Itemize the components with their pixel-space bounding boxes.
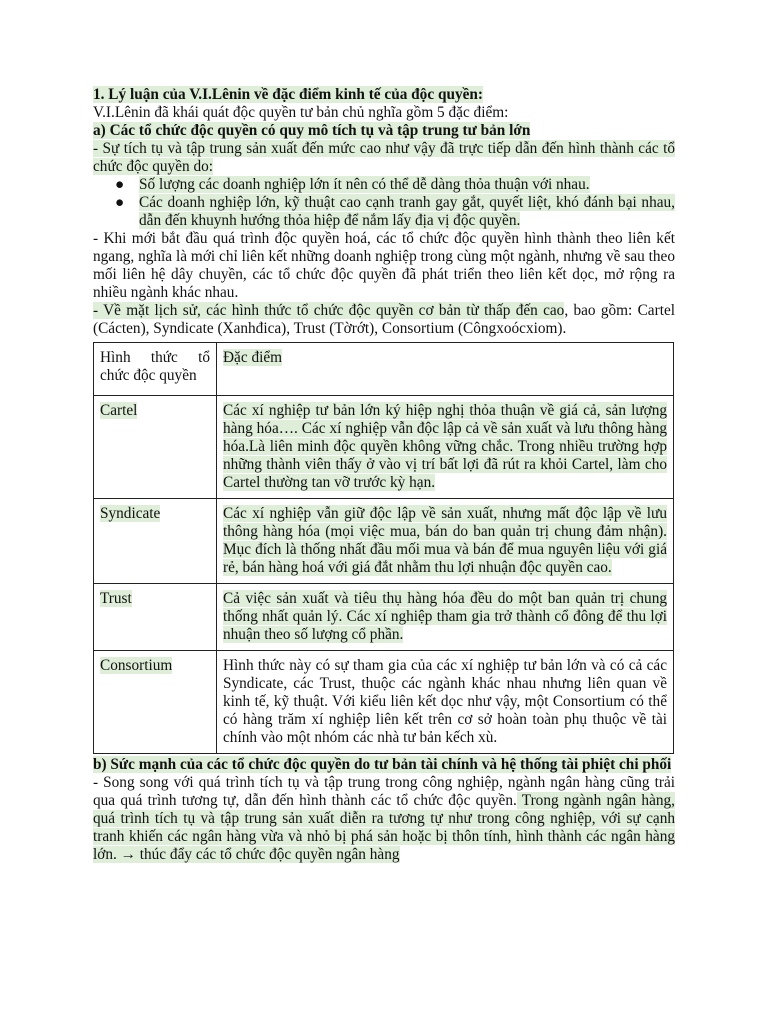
- row-name-cell: [94, 651, 217, 754]
- row-name-cell: [94, 499, 217, 584]
- heading-1: [93, 86, 675, 104]
- section-b-title-text: b) Sức mạnh của các tổ chức độc quyền do tư bản tài chính và hệ thống tài phiệt chi phối: [93, 756, 672, 773]
- paragraph-a2: - Khi mới bắt đầu quá trình độc quyền hoá, các tổ chức độc quyền hình thành theo liên kết ngang, nghĩa là mới chỉ liên kết những doanh nghiệp trong cùng một ngành, nhưng về sau theo mối liên hệ dây chuyền, các tổ chức độc quyền đã phát triển theo liên kết dọc, mở rộng ra nhiều ngành khác nhau.: [93, 230, 675, 301]
- row-desc-text: Các xí nghiệp tư bản lớn ký hiệp nghị thỏa thuận về giá cả, sản lượng hàng hóa…. Các xí nghiệp vẫn độc lập cả về sản xuất và lưu thông hàng hóa.Là liên minh độc quyền không vững chắc. Trong nhiều trường hợp những thành viên thấy ở vào vị trí bất lợi đã rút ra khỏi Cartel, làm cho Cartel thường tan vỡ trước kỳ hạn.: [223, 402, 667, 491]
- row-desc-cell: [217, 651, 674, 754]
- paragraph-a3: [93, 302, 675, 338]
- paragraph-b1: [93, 774, 675, 864]
- heading-1-text: 1. Lý luận của V.I.Lênin về đặc điểm kinh tế của độc quyền:: [93, 86, 484, 103]
- paragraph-a3-rest: , bao gồm: Cartel (Cácten), Syndicate (Xanhđica), Trust (Tờrớt), Consortium (Côngxoócxiom).: [93, 302, 675, 337]
- paragraph-a1: [93, 140, 675, 176]
- list-item-text: Số lượng các doanh nghiệp lớn ít nên có thể dễ dàng thỏa thuận với nhau.: [139, 176, 590, 193]
- monopoly-forms-table: [93, 342, 674, 754]
- header-cell-feature: [217, 343, 674, 396]
- row-name-text: Consortium: [100, 657, 173, 674]
- row-desc-cell: [217, 396, 674, 499]
- paragraph-b1-highlight: Trong ngành ngân hàng, quá trình tích tụ và tập trung sản xuất diễn ra tương tự như trong công nghiệp, với sự cạnh tranh khiến các ngân hàng vừa và nhỏ bị phá sản hoặc bị thôn tính, hình thành các ngân hàng lớn. → thúc đẩy các tổ chức độc quyền ngân hàng: [93, 792, 675, 863]
- row-name-cell: [94, 396, 217, 499]
- header-feature-text: Đặc điểm: [223, 349, 283, 366]
- table-row: [94, 584, 674, 651]
- row-desc-cell: [217, 499, 674, 584]
- bullet-list: [93, 176, 675, 230]
- paragraph-a1-text: - Sự tích tụ và tập trung sản xuất đến mức cao như vậy đã trực tiếp dẫn đến hình thành các tổ chức độc quyền do:: [93, 140, 675, 175]
- row-name-text: Trust: [100, 590, 132, 607]
- table-row: [94, 396, 674, 499]
- section-b-title: [93, 756, 675, 774]
- section-a-title: [93, 122, 675, 140]
- table-row: [94, 651, 674, 754]
- row-name-text: Syndicate: [100, 505, 161, 522]
- row-name-cell: [94, 584, 217, 651]
- paragraph-a3-highlight: - Về mặt lịch sử, các hình thức tổ chức độc quyền cơ bản từ thấp đến cao: [93, 302, 565, 319]
- paragraph-b1-plain: - Song song với quá trình tích tụ và tập trung trong công nghiệp, ngành ngân hàng cũng trải qua quá trình tương tự, dẫn đến hình thành các tổ chức độc quyền.: [93, 774, 675, 809]
- row-desc-text: Cả việc sản xuất và tiêu thụ hàng hóa đều do một ban quản trị chung thống nhất quản lý. Các xí nghiệp tham gia trở thành cổ đông để thu lợi nhuận theo số lượng cổ phần.: [223, 590, 667, 643]
- intro-line: V.I.Lênin đã khái quát độc quyền tư bản chủ nghĩa gồm 5 đặc điểm:: [93, 104, 509, 121]
- table-row: [94, 499, 674, 584]
- list-item-text: Các doanh nghiệp lớn, kỹ thuật cao cạnh tranh gay gắt, quyết liệt, khó đánh bại nhau, dẫn đến khuynh hướng thỏa hiệp để nắm lấy địa vị độc quyền.: [139, 194, 675, 229]
- table-header-row: [94, 343, 674, 396]
- row-desc-text: Hình thức này có sự tham gia của các xí nghiệp tư bản lớn và có cả các Syndicate, các Trust, thuộc các ngành khác nhau nhưng liên quan về kinh tế, kỹ thuật. Với kiểu liên kết dọc như vậy, một Consortium có thể có hàng trăm xí nghiệp liên kết trên cơ sở hoàn toàn phụ thuộc về tài chính vào một nhóm các nhà tư bản kếch xù.: [223, 657, 667, 746]
- list-item: [93, 176, 675, 194]
- bullet-icon: ●: [115, 176, 125, 193]
- row-name-text: Cartel: [100, 402, 138, 419]
- document-page: [93, 86, 675, 864]
- row-desc-text: Các xí nghiệp vẫn giữ độc lập về sản xuất, nhưng mất độc lập về lưu thông hàng hóa (mọi việc mua, bán do ban quản trị chung đảm nhận). Mục đích là thống nhất đầu mối mua và bán để mua nguyên liệu với giá rẻ, bán hàng hoá với giá đắt nhằm thu lợi nhuận độc quyền cao.: [223, 505, 667, 576]
- list-item: [93, 194, 675, 230]
- section-a-title-text: a) Các tổ chức độc quyền có quy mô tích tụ và tập trung tư bản lớn: [93, 122, 531, 139]
- header-form-text: Hình thức tổ chức độc quyền: [100, 349, 210, 384]
- row-desc-cell: [217, 584, 674, 651]
- header-cell-form: [94, 343, 217, 396]
- bullet-icon: ●: [115, 194, 125, 211]
